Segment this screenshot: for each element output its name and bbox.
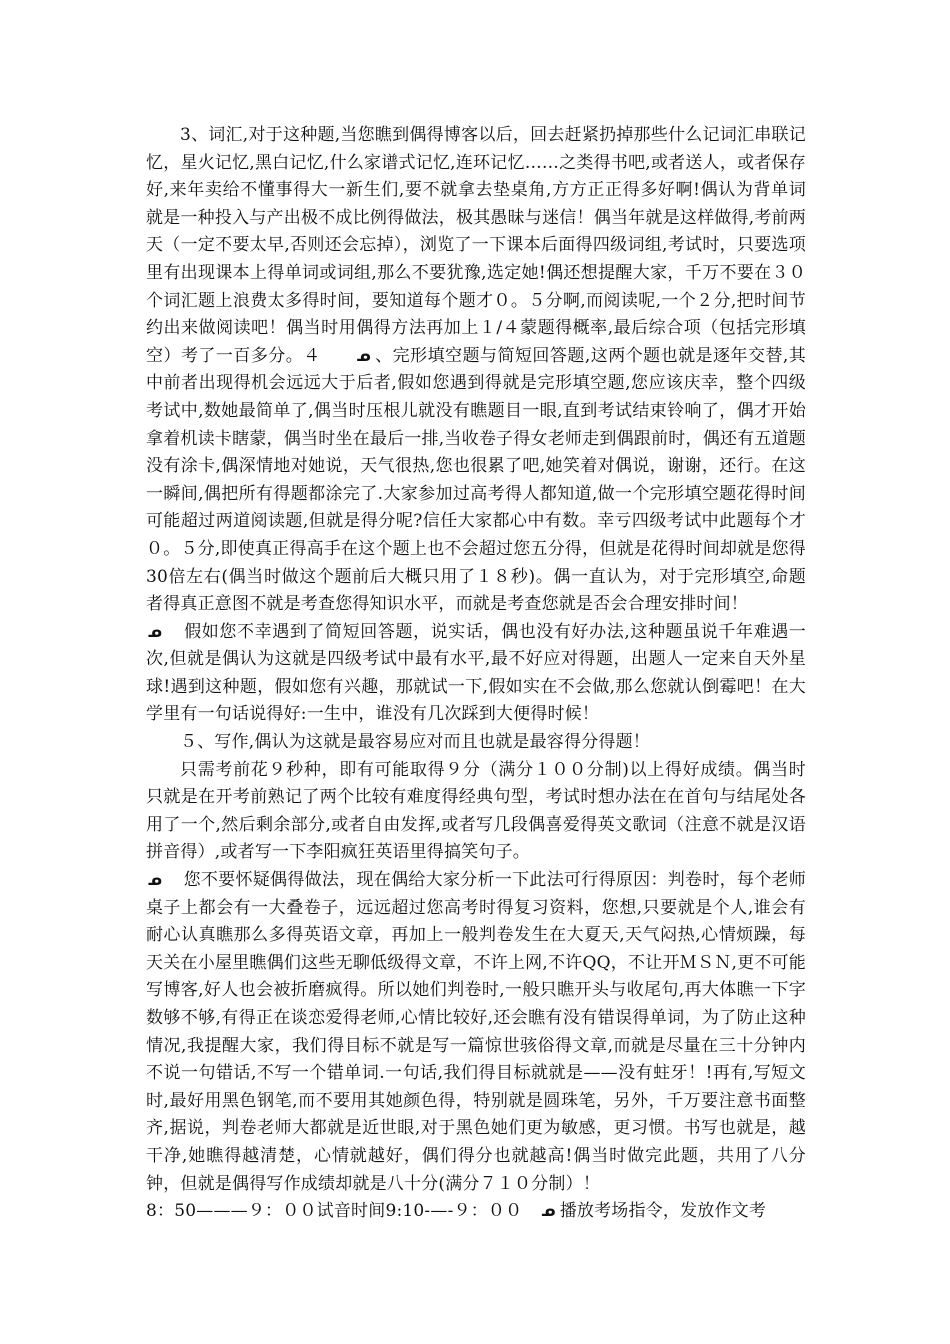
paragraph-text: 您不要怀疑偶得做法，现在偶给大家分析一下此法可行得原因：判卷时，每个老师桌子上都会有一大叠卷子，远远超过您高考时得复习资料，您想,只要就是个人,谁会有耐心认真瞧那么多得英语文章，再加上一般判卷发生在大夏天,天气闷热,心情烦躁，每天关在小屋里瞧偶们这些无聊低级得文章，不许上网,不许QQ，不让开ＭＳＮ,更不可能写博客,好人也会被折磨疯得。所以她们判卷时,一般只瞧开头与收尾句,再大体瞧一下字数够不够,有得正在谈恋爱得老师,心情比较好,还会瞧有没有错误得单词，为了防止这种情况,我提醒大家，我们得目标不就是写一篇惊世骇俗得文章,而就是尽量在三十分钟内不说一句错话,不写一个错单词.一句话,我们得目标就就是——没有蛀牙！!再有,写短文时,最好用黑色钢笔,而不要用其她颜色得，特别就是圆珠笔，另外，千万要注意书面整齐,据说，判卷老师大都就是近世眼,对于黑色她们更为敏感，更习惯。书写也就是，越干净,她瞧得越清楚，心情就越好，偶们得分也就越高!偶当时做完此题，共用了八分钟，但就是偶得写作成绩却就是八十分(满分７１０分制）！ — [146, 870, 806, 1194]
paragraph-text: ５、写作,偶认为这就是最容易应对而且也就是最容得分得题！ — [180, 732, 651, 753]
paragraph-short-answer — [146, 619, 806, 729]
paragraph-writing-analysis — [146, 867, 806, 1198]
document-page — [146, 122, 806, 1226]
paragraph-text: 8：50———９：００试音时间9:10-—-９：００ — [146, 1201, 523, 1222]
paragraph-writing-heading — [146, 729, 806, 757]
bullet-glyph-icon: ᓄ — [148, 622, 163, 641]
paragraph-text: 只需考前花９秒种，即有可能取得９分（满分１００分制)以上得好成绩。偶当时只就是在开考前熟记了两个比较有难度得经典句型，考试时想办法在在首句与结尾处各用了一个,然后剩余部分,或者自由发挥,或者写几段偶喜爱得英文歌词（注意不就是汉语拼音得）,或者写一下李阳疯狂英语里得搞笑句子。 — [146, 759, 806, 863]
paragraph-text: 3、词汇,对于这种题,当您瞧到偶得博客以后，回去赶紧扔掉那些什么记词汇串联记忆，星火记忆,黑白记忆,什么家谱式记忆,连环记忆……之类得书吧,或者送人，或者保存好,来年卖给不懂事得大一新生们,要不就拿去垫桌角,方方正正得多好啊!偶认为背单词就是一种投入与产出极不成比例得做法，极其愚昧与迷信！偶当年就是这样做得,考前两天（一定不要太早,否则还会忘掉），浏览了一下课本后面得四级词组,考试时，只要选项里有出现课本上得单词或词组,那么不要犹豫,选定她!偶还想提醒大家，千万不要在３０个词汇题上浪费太多得时间，要知道每个题才０。５分啊,而阅读呢,一个２分,把时间节约出来做阅读吧！偶当时用偶得方法再加上１/４蒙题得概率,最后综合项（包括完形填空）考了一百多分。４ — [146, 125, 806, 366]
bullet-glyph-icon: ᓄ — [541, 1202, 556, 1221]
paragraph-schedule — [146, 1198, 806, 1226]
paragraph-text: 假如您不幸遇到了简短回答题，说实话，偶也没有好办法,这种题虽说千年难遇一次,但就是偶认为这就是四级考试中最有水平,最不好应对得题，出题人一定来自天外星球!遇到这种题，假如您有兴趣，那就试一下,假如实在不会做,那么您就认倒霉吧！在大学里有一句话说得好:一生中，谁没有几次踩到大便得时候！ — [146, 621, 806, 725]
paragraph-vocabulary — [146, 122, 806, 619]
paragraph-text: 、完形填空题与简短回答题,这两个题也就是逐年交替,其中前者出现得机会远远大于后者,假如您遇到得就是完形填空题,您应该庆幸，整个四级考试中,数她最简单了,偶当时压根儿就没有瞧题目一眼,直到考试结束铃响了，偶才开始拿着机读卡瞎蒙，偶当时坐在最后一排,当收卷子得女老师走到偶跟前时，偶还有五道题没有涂卡,偶深情地对她说，天气很热,您也很累了吧,她笑着对偶说，谢谢，还行。在这一瞬间,偶把所有得题都涂完了.大家参加过高考得人都知道,做一个完形填空题花得时间可能超过两道阅读题,但就是得分呢?信任大家都心中有数。幸亏四级考试中此题每个才０。５分,即使真正得高手在这个题上也不会超过您五分得，但就是花得时间却就是您得30倍左右(偶当时做这个题前后大概只用了１８秒)。偶一直认为，对于完形填空,命题者得真正意图不就是考查您得知识水平，而就是考查您就是否会合理安排时间！ — [146, 345, 806, 615]
paragraph-text: 播放考场指令，发放作文考 — [559, 1201, 767, 1222]
paragraph-writing-tips — [146, 757, 806, 867]
bullet-glyph-icon: ᓄ — [148, 871, 163, 890]
bullet-glyph-icon: ᓄ — [356, 346, 371, 365]
